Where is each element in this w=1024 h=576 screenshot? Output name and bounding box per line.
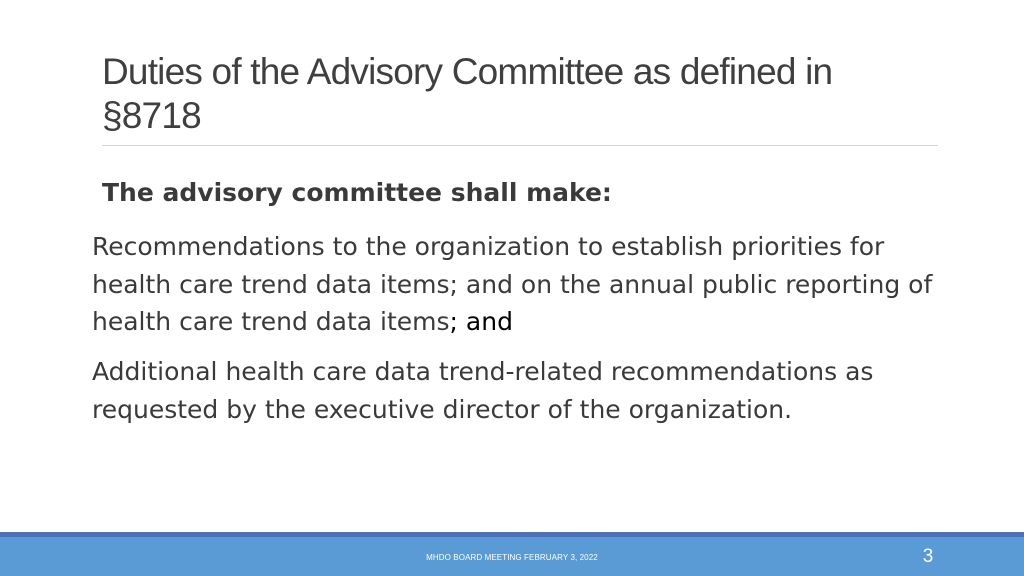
- title-divider: [102, 145, 938, 146]
- footer-text: MHDO BOARD MEETING FEBRUARY 3, 2022: [426, 553, 598, 562]
- slide-title: [102, 50, 942, 138]
- paragraph-recommendations: [92, 228, 952, 341]
- section-heading: The advisory committee shall make:: [102, 178, 612, 207]
- slide-title-line-2: §8718: [102, 95, 201, 136]
- paragraph-recommendations-tail: ; and: [449, 307, 513, 336]
- paragraph-recommendations-text: Recommendations to the organization to establish priorities for health care trend data items; and on the annual public reporting of health care trend data items: [92, 232, 933, 336]
- page-number: 3: [922, 546, 934, 567]
- paragraph-additional: Additional health care data trend-related recommendations as requested by the executive director of the organization.: [92, 357, 874, 424]
- slide-title-line-1: Duties of the Advisory Committee as defined in: [102, 51, 833, 92]
